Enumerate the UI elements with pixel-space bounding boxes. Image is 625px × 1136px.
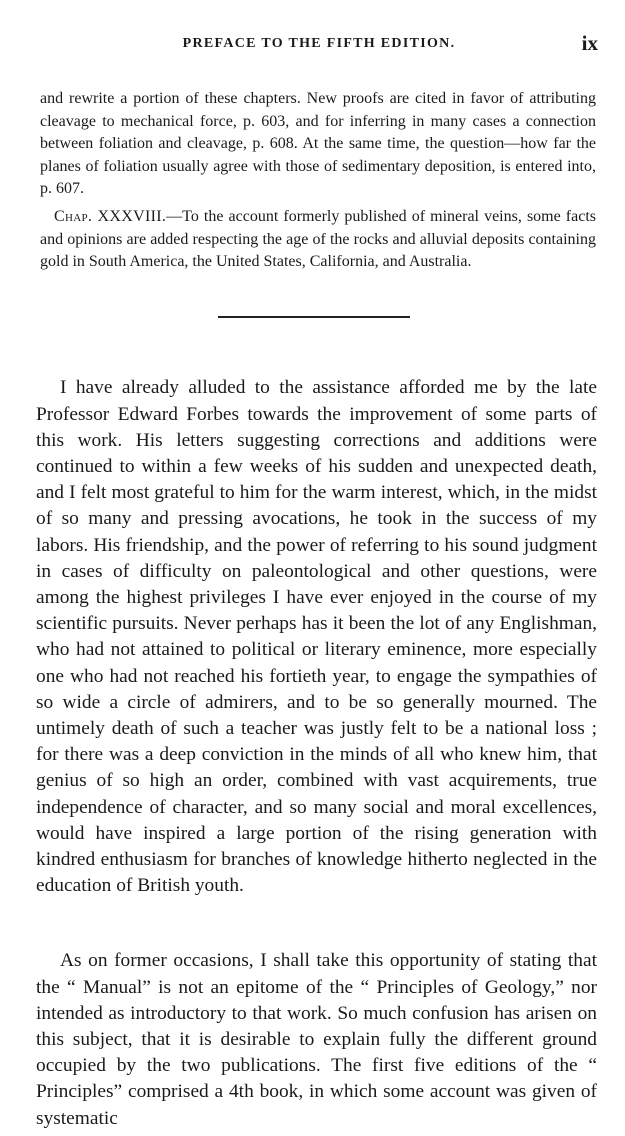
paragraph-forbes: I have already alluded to the assistance afforded me by the late Professor Edward Forbes towards the improvement of some parts of this work. His letters suggesting corrections and additions were continued to within a few weeks of his sudden and unexpected death, and I felt most grateful to him for the warm interest, which, in the midst of so many and pressing avocations, he took in the success of my labors. His friendship, and the power of referring to his sound judgment in cases of difficulty on paleontological and other questions, were among the highest privileges I have ever enjoyed in the course of my scientific pursuits. Never perhaps has it been the lot of any Englishman, who had not attained to political or literary eminence, more especially one who had not reached his fortieth year, to engage the sympathies of so wide a circle of admirers, and to be so generally mourned. The untimely death of such a teacher was justly felt to be a national loss ; for there was a deep conviction in the minds of all who knew him, that genius of so high an order, combined with vast acquirements, true independence of character, and so many social and moral excellences, would have inspired a large portion of the rising generation with kindred enthusiasm for branches of knowledge hitherto neglected in the education of British youth. xyxy=(36,377,597,897)
paragraph-manual: As on former occasions, I shall take this opportunity of stating that the “ Manual” is not an epitome of the “ Principles of Geology,” nor intended as introductory to that work. So much confusion has arisen on this subject, that it is desirable to explain fully the different ground occupied by the two publications. The first five editions of the “ Principles” comprised a 4th book, in which some account was given of systematic xyxy=(36,950,597,1129)
page-header xyxy=(40,31,598,62)
page-number: ix xyxy=(581,31,598,55)
chapter-label: Chap. XXXVIII. xyxy=(54,208,167,225)
paragraph-cleavage: and rewrite a portion of these chapters. New proofs are cited in favor of attributing cleavage to mechanical force, p. 603, and for inferring in many cases a connection between foliation and cleavage, p. 608. At the same time, the question—how far the planes of foliation usually agree with those of sedimentary deposition, is entered into, p. 607. xyxy=(40,90,596,197)
chapter-38-text: —To the account formerly published of mineral veins, some facts and opinions are added respecting the age of the rocks and alluvial deposits containing gold in South America, the United States, California, and Australia. xyxy=(40,208,596,270)
paragraph-chapter-38 xyxy=(40,206,596,274)
section-divider xyxy=(218,316,410,318)
running-head: PREFACE TO THE FIFTH EDITION. xyxy=(182,36,456,51)
